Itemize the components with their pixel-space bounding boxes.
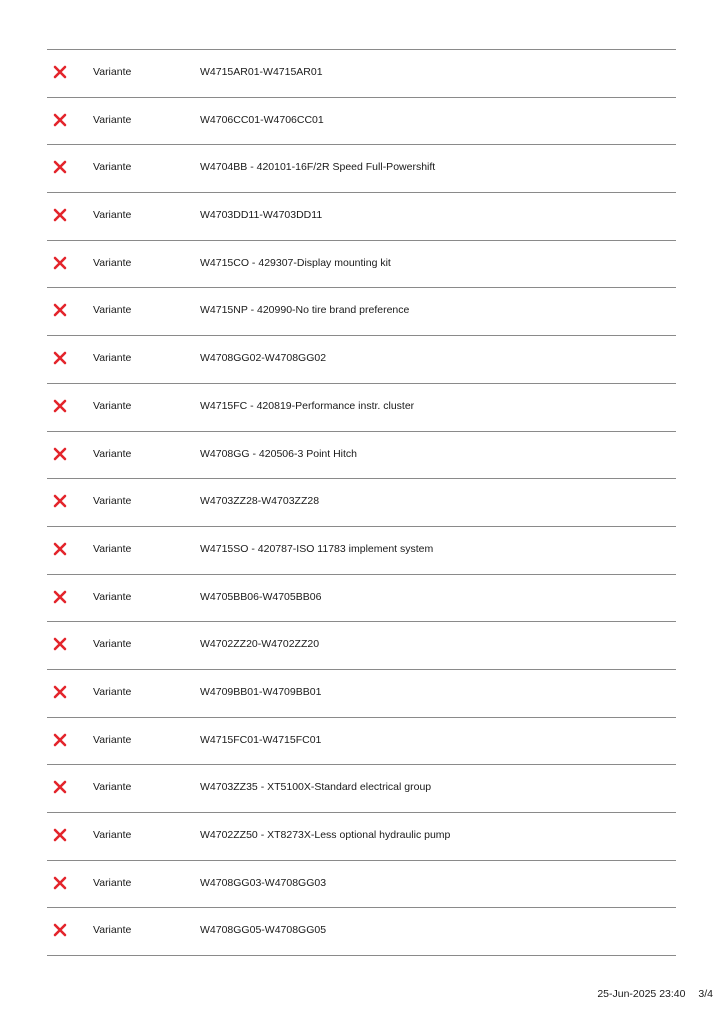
row-description: W4708GG03-W4708GG03 [200,876,327,889]
cross-icon [53,637,67,651]
table-row [47,50,676,98]
cross-icon [53,542,67,556]
cross-icon [53,590,67,604]
row-description: W4715FC - 420819-Performance instr. cluster [200,399,415,412]
page-footer [597,988,713,1000]
table-row [47,622,676,670]
table-row [47,861,676,909]
cross-icon [53,780,67,794]
cross-icon [53,351,67,365]
footer-page-number: 3/4 [698,988,713,1000]
cross-icon [53,494,67,508]
table-row [47,432,676,480]
row-description: W4702ZZ20-W4702ZZ20 [200,638,320,651]
row-type: Variante [93,685,132,698]
row-description: W4702ZZ50 - XT8273X-Less optional hydraulic pump [200,829,451,841]
row-description: W4715AR01-W4715AR01 [200,66,323,78]
row-description: W4708GG - 420506-3 Point Hitch [200,447,357,460]
table-row [47,527,676,575]
row-type: Variante [93,161,132,174]
row-description: W4715FC01-W4715FC01 [200,733,322,746]
table-row [47,813,676,861]
row-type: Variante [93,352,132,365]
row-description: W4708GG05-W4708GG05 [200,924,327,937]
table-row [47,336,676,384]
row-type: Variante [93,924,132,937]
row-type: Variante [93,542,132,555]
table-row [47,765,676,813]
row-description: W4703DD11-W4703DD11 [200,209,323,222]
row-type: Variante [93,66,132,78]
cross-icon [53,923,67,937]
cross-icon [53,303,67,317]
row-description: W4704BB - 420101-16F/2R Speed Full-Powershift [200,161,436,174]
cross-icon [53,160,67,174]
row-type: Variante [93,495,132,508]
table-row [47,670,676,718]
table-row [47,193,676,241]
cross-icon [53,828,67,842]
row-type: Variante [93,399,132,412]
row-description: W4705BB06-W4705BB06 [200,590,322,603]
table-row [47,718,676,766]
row-type: Variante [93,256,132,269]
row-type: Variante [93,781,132,794]
table-row [47,241,676,289]
footer-timestamp: 25-Jun-2025 23:40 [597,988,686,1000]
row-type: Variante [93,829,132,841]
cross-icon [53,685,67,699]
row-description: W4703ZZ35 - XT5100X-Standard electrical group [200,781,432,794]
row-description: W4709BB01-W4709BB01 [200,685,322,698]
table-row [47,98,676,146]
row-type: Variante [93,304,132,317]
row-type: Variante [93,876,132,889]
cross-icon [53,208,67,222]
cross-icon [53,256,67,270]
cross-icon [53,65,67,79]
table-row [47,384,676,432]
row-type: Variante [93,209,132,222]
row-type: Variante [93,590,132,603]
table-row [47,145,676,193]
row-description: W4706CC01-W4706CC01 [200,113,324,126]
row-description: W4715CO - 429307-Display mounting kit [200,256,391,269]
table-row [47,288,676,336]
table-row [47,908,676,956]
table-row [47,479,676,527]
row-type: Variante [93,638,132,651]
variant-table [47,49,676,956]
row-type: Variante [93,113,132,126]
cross-icon [53,876,67,890]
table-row [47,575,676,623]
row-description: W4715SO - 420787-ISO 11783 implement system [200,542,434,555]
row-description: W4708GG02-W4708GG02 [200,352,327,365]
row-type: Variante [93,447,132,460]
row-description: W4703ZZ28-W4703ZZ28 [200,495,320,508]
cross-icon [53,733,67,747]
row-description: W4715NP - 420990-No tire brand preference [200,304,410,317]
cross-icon [53,447,67,461]
cross-icon [53,113,67,127]
row-type: Variante [93,733,132,746]
cross-icon [53,399,67,413]
